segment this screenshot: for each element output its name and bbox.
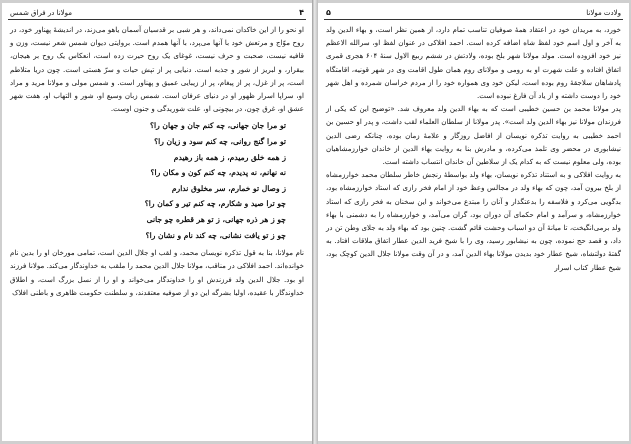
poem-line: تو مرا گنج روانی، چه کنم سود و زیان را؟ bbox=[154, 137, 286, 147]
running-title: ولادت مولانا bbox=[586, 9, 621, 17]
body-paragraph: به روایت افلاکی و به استناد تذکره نویسان، بهاء ولد بواسطهٔ رنجش خاطر سلطان محمد خوارزمشاه از بلخ بیرون آمد، چون که بهاء ولد در مجالس وعظ خود از امام فخر رازی که استاد خوارزمشاه بود، بدگویی می‌کرد و فلاسفه را بدعتگذار و آنان را مبتدع می‌خواند و این سخنان به فخر رازی که استاد خوارزمشاه، و سرآمد و امام حکمای آن دوران بود، گران می‌آمد، و خوارزمشاه را به دشمنی با بهاء ولد برمی‌انگیخت، تا میانهٔ آن دو اسباب وحشت قائم گشت. چنین بود که بهاء ولد به جلای وطن تن در داد، و قصد حج نموده، چون به نیشابور رسید، وی را با شیخ فرید الدین عطار اتفاق ملاقات افتاد. به گفتهٔ دولتشاه، شیخ عطار خود بدیدن مولانا بهاء الدین آمد، و در آن وقت مولانا جلال الدین کوچک بود، شیخ عطار کتاب اسرار bbox=[326, 170, 621, 272]
running-title: مولانا در فراق شمس bbox=[10, 9, 73, 17]
body-paragraph: خورد، به مریدان خود در اعتقاد همهٔ صوفیان تناسب تمام دارد، از همین نظر است، و بهاء الدین ولد به آخر و اول اسم خود لفظ شاه اضافه کرده است. احمد افلاکی در عنوان لفظ او، سرالله الاعظم نیز خود افزوده است. مولد مولانا شهر بلخ بوده، ولادتش در ششم ربیع الاول سنهٔ ۶۰۴ هجری قمری اتفاق افتاده و علت شهرت او به رومی و مولانای روم همان طول اقامت وی در شهر قونیه، اقامتگاه پادشاهان سلاجقهٔ روم بوده است، لیکن خود وی همواره خود را از مردم خراسان شمرده و اهل شهر خود را دوست داشته و از یاد آن فارغ نبوده است. bbox=[326, 25, 621, 101]
page-number: ۵ bbox=[326, 8, 331, 17]
poem-line: چو ز تو یافت نشانی، چه کند نام و نشان را؟ bbox=[145, 230, 286, 240]
page-body bbox=[326, 23, 621, 274]
right-page bbox=[318, 3, 629, 441]
body-paragraph: او نحو را از این خاکدان نمی‌داند، و هر شبی بر قدسیان آسمان یاهو می‌زند، در اندیشهٔ پهناور خود، در روح موّاج و مرتعش خود با آنها می‌پرد، با آنها همدم است. بروایتی دیوان شمس شعر نیست، وزن و قافیه نیست، صحبت و حرف نیست، غوغای یک روح حیرت زده است، انعکاس یک روح بر هیجان، بیقرار، و لبریز از شور و جذبه است. دنیایی پر از تپش حیات و سرّ هستی است. چون دریا متلاطم است، پر از غزل، پر از پیغام، پر از زیبایی عمیق و پهناور است. و شمس مولی و مولانا مرید و مراد او، سراپا اسرار ظهور او در دنیای عرفان است. شمس زبان وسیع او، شور و التهاب او، هفت شهر عشق او، غرق چون، در بیچونی او، علت شوریدگی و جنون اوست. bbox=[10, 25, 304, 114]
poem-block bbox=[10, 118, 304, 243]
poem-line: ز همه خلق رمیدم، ز همه باز رهیدم bbox=[173, 152, 286, 162]
poem-line: چو ترا صید و شکارم، چه کنم تیر و کمان را؟ bbox=[144, 199, 286, 209]
left-page bbox=[2, 3, 312, 441]
body-paragraph: نام مولانا، بنا به قول تذکره نویسان محمد، و لقب او جلال الدین است، تمامی مورخان او را بدین نام خوانده‌اند. احمد افلاکی در مناقب، مولانا جلال الدین محمد را ملقب به خداوندگار می‌کند. مولانا فرزند او بود. جلال الدین ولد فرزندش او را خداوندگار می‌خواند و او را از نسل بزرگ است، و اطلاق خداوندگار با عقیده، اولیا بشرگه این دو از صوفیه معتقدند، و سلطنت حکومت ظاهری و باطنی افلاک bbox=[10, 248, 304, 297]
page-header bbox=[324, 7, 623, 20]
page-number: ۴ bbox=[299, 8, 304, 17]
page-body bbox=[10, 23, 304, 299]
poem-line: نه نهانم، نه پدیدم، چه کنم کون و مکان را؟ bbox=[150, 168, 286, 178]
body-paragraph: پدر مولانا محمد بن حسین خطیبی است که به بهاء الدین ولد معروف شد. «توضیح این که یکی از فرزندان مولانا نیز بهاء الدین ولد است». پدر مولانا از سلطان العلماء لقب داشت، و پدر او حسین بن احمد خطیبی به روایت تذکره نویسان از افاضل روزگار و علامهٔ زمان بوده، چنانکه رضی الدین نیشابوری در محضر وی تلمذ می‌کرده، و مادرش بنا به روایت بهاء الدین از خاندان خوارزمشاهیان بوده، ولی معلوم نیست که به کدام یک از سلاطین آن خاندان انتساب داشته است. bbox=[326, 104, 621, 167]
page-header bbox=[8, 7, 306, 20]
poem-line: ز وصال تو خمارم، سر مخلوق ندارم bbox=[171, 183, 286, 193]
poem-line: تو مرا جان جهانی، چه کنم جان و جهان را؟ bbox=[149, 121, 286, 131]
poem-line: چو ز هر ذره جهانی، ز تو هر قطره چو جانی bbox=[146, 214, 286, 224]
